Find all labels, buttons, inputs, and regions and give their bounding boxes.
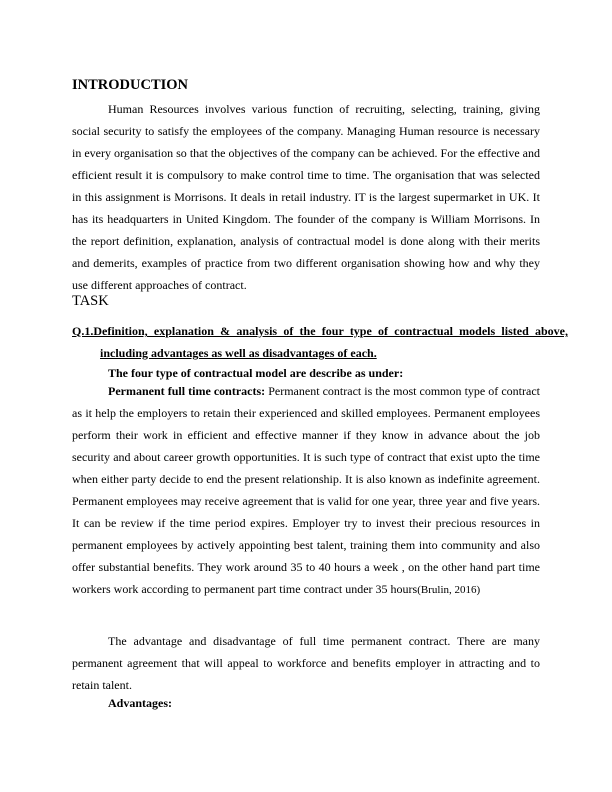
- advantages-intro-paragraph: The advantage and disadvantage of full time permanent contract. There are many permanent agreement that will appeal to workforce and benefits employer in attracting and to retain talent.: [72, 634, 540, 692]
- citation: (Brulin, 2016): [417, 584, 481, 596]
- advantages-heading: Advantages:: [108, 696, 173, 710]
- permanent-contract-label: Permanent full time contracts:: [108, 384, 266, 398]
- question-1-heading: Q.1.Definition, explanation & analysis of the four type of contractual models listed above, including advantages as well as disadvantages of each.: [72, 324, 568, 360]
- introduction-heading: INTRODUCTION: [72, 77, 189, 93]
- contract-models-subheading: The four type of contractual model are describe as under:: [108, 366, 404, 380]
- task-heading: TASK: [72, 293, 109, 309]
- permanent-contract-text: Permanent contract is the most common type of contract as it help the employers to retain their experienced and skilled employees. Permanent employees perform their work in efficient and effective manner if they know in advance about the job security and about career growth opportunities. It is such type of contract that exist upto the time when either party decide to end the present relationship. It is also known as indefinite agreement. Permanent employees may receive agreement that is valid for one year, three year and five years. It can be review if the time period expires. Employer try to invest their precious resources in permanent employees by actively appointing best talent, training them into community and also offer substantial benefits. They work around 35 to 40 hours a week , on the other hand part time workers work according to permanent part time contract under 35 hours: [72, 384, 540, 596]
- introduction-paragraph: Human Resources involves various function of recruiting, selecting, training, giving social security to satisfy the employees of the company. Managing Human resource is necessary in every organisation so that the objectives of the company can be achieved. For the effective and efficient result it is compulsory to make control time to time. The organisation that was selected in this assignment is Morrisons. It deals in retail industry. IT is the largest supermarket in UK. It has its headquarters in United Kingdom. The founder of the company is William Morrisons. In the report definition, explanation, analysis of contractual model is done along with their merits and demerits, examples of practice from two different organisation showing how and why they use different approaches of contract.: [72, 102, 540, 292]
- permanent-contract-paragraph: [72, 380, 540, 601]
